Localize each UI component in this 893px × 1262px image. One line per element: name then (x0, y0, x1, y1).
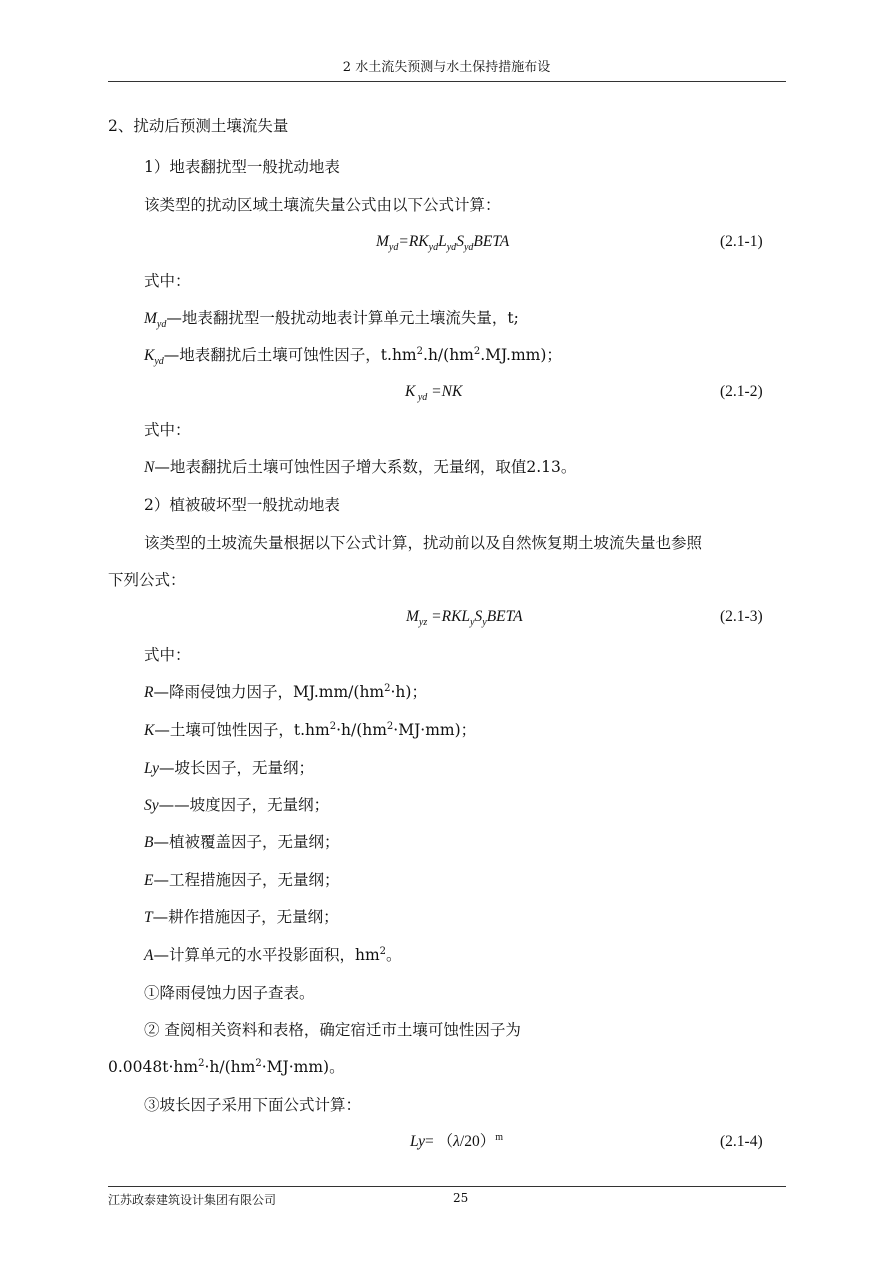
formula-number-2-1-3: (2.1-3) (720, 608, 763, 625)
note-2-line1: ② 查阅相关资料和表格，确定宿迁市土壤可蚀性因子为 (144, 1021, 521, 1039)
definition-k: K—土壤可蚀性因子，$t.hm^2\cdot h/(hm^2\cdot MJ\cdot mm)$； (144, 720, 477, 739)
definition-a: A—计算单元的水平投影面积，$hm^2$。 (144, 945, 402, 964)
formula-2-1-2: K $_{yd}$ =NK (405, 383, 463, 404)
definition-sy: Sy——坡度因子，无量纲； (144, 796, 330, 814)
definition-n: N—地表翻扰后土壤可蚀性因子增大系数，无量纲，取值2.13。 (144, 458, 577, 476)
definition-t: T—耕作措施因子，无量纲； (144, 908, 339, 926)
note-1: ①降雨侵蚀力因子查表。 (144, 984, 315, 1002)
definition-e: E—工程措施因子，无量纲； (144, 871, 340, 889)
subsection-title-1: 1）地表翻扰型一般扰动地表 (144, 158, 340, 176)
where-label-2: 式中： (144, 421, 191, 439)
formula-2-1-1: $M_{yd}=RK_{yd}L_{yd}S_{yd}BETA$ (376, 233, 510, 254)
subsection-title-2: 2）植被破坏型一般扰动地表 (144, 496, 340, 514)
formula-number-2-1-1: (2.1-1) (720, 233, 763, 250)
note-2-line2: $0.0048t\cdot hm^2\cdot h/(hm^2\cdot MJ\cdot mm)$。 (108, 1057, 345, 1076)
formula-number-2-1-4: (2.1-4) (720, 1133, 763, 1150)
definition-ly: Ly—坡长因子，无量纲； (144, 759, 315, 777)
footer-page-number: 25 (453, 1191, 469, 1205)
formula-number-2-1-2: (2.1-2) (720, 383, 763, 400)
footer-company: 江苏政泰建筑设计集团有限公司 (108, 1193, 277, 1207)
where-label-3: 式中： (144, 646, 191, 664)
definition-b: B—植被覆盖因子，无量纲； (144, 833, 340, 851)
paragraph-intro-1: 该类型的扰动区域土壤流失量公式由以下公式计算： (144, 196, 501, 214)
formula-2-1-4: $Ly= (\lambda/20)^m$ (410, 1131, 503, 1150)
definition-myd: $M_{yd}—$地表翻扰型一般扰动地表计算单元土壤流失量，t; (144, 309, 519, 331)
page-header-title: 2 水土流失预测与水土保持措施布设 (342, 60, 551, 75)
paragraph-intro-2-line1: 该类型的土坡流失量根据以下公式计算，扰动前以及自然恢复期土坡流失量也参照 (144, 534, 703, 552)
header-rule (108, 81, 786, 82)
definition-kyd: $K_{yd}—$地表翻扰后土壤可蚀性因子，$t.hm^2.h/(hm^2.MJ.mm)$； (144, 345, 562, 368)
note-3: ③坡长因子采用下面公式计算： (144, 1096, 362, 1114)
footer-rule (108, 1186, 786, 1187)
definition-r: R—降雨侵蚀力因子，$MJ.mm/(hm^2\cdot h)$； (144, 682, 427, 701)
section-title: 2、扰动后预测土壤流失量 (108, 117, 289, 135)
where-label-1: 式中： (144, 272, 191, 290)
formula-2-1-3: $M_{yz}$ $=RKL_yS_yBETA$ (406, 608, 523, 629)
paragraph-intro-2-line2: 下列公式： (108, 571, 186, 589)
